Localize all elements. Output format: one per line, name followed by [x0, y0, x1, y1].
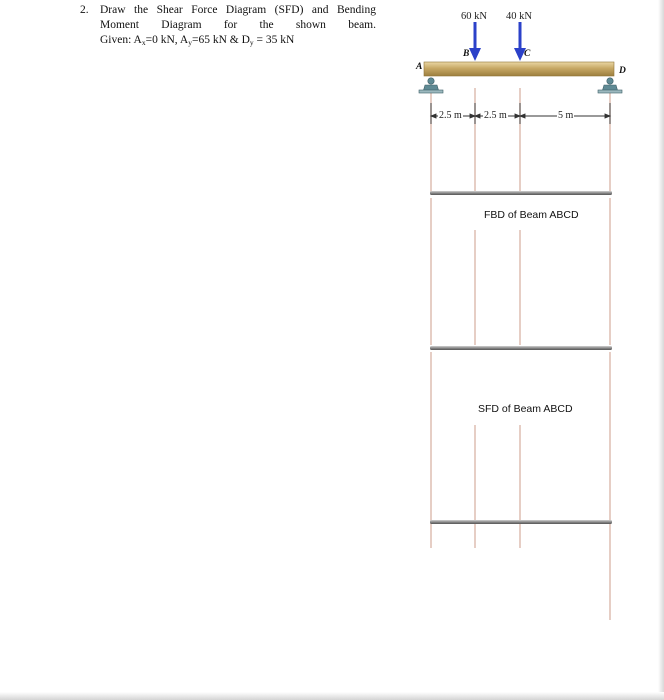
word: for — [223, 19, 238, 31]
word: Shear — [156, 4, 183, 16]
dim-arrow — [520, 114, 525, 118]
point-label-d: D — [619, 66, 626, 76]
beam — [424, 62, 614, 76]
point-label-a: A — [416, 62, 423, 72]
word: Moment — [100, 19, 139, 31]
ax-var: A — [133, 34, 142, 46]
dimension-label-cd: 5 m — [558, 110, 574, 121]
word: and — [311, 4, 329, 16]
word: beam. — [348, 19, 376, 31]
support-a-pin — [428, 78, 434, 84]
ay-var: A — [179, 34, 189, 46]
support-d — [598, 78, 622, 93]
word: the — [134, 4, 149, 16]
load-arrow-b — [469, 22, 481, 61]
ay-sub: y — [188, 38, 192, 47]
point-label-c: C — [524, 49, 531, 59]
fbd-baseline-bar — [430, 191, 612, 195]
ax-sub: x — [141, 38, 146, 47]
word: shown — [295, 19, 326, 31]
support-a — [419, 78, 443, 93]
sfd-baseline-bar — [430, 346, 612, 350]
sfd-caption: SFD of Beam ABCD — [478, 403, 573, 415]
word: Diagram — [161, 19, 202, 31]
fbd-caption: FBD of Beam ABCD — [484, 209, 579, 221]
load-label-c: 40 kN — [506, 11, 532, 22]
point-label-b: B — [463, 49, 470, 59]
dimension-label-bc: 2.5 m — [484, 110, 507, 121]
word: Draw — [100, 4, 126, 16]
word: Diagram — [225, 4, 267, 16]
dy-var: D — [241, 34, 250, 46]
dy-value: = 35 kN — [253, 34, 295, 46]
dim-arrow — [605, 114, 610, 118]
word: (SFD) — [274, 4, 304, 16]
word: Bending — [336, 4, 376, 16]
problem-number: 2. — [80, 4, 89, 16]
given-prefix: Given: — [100, 34, 134, 46]
guide-lines — [431, 88, 610, 620]
load-label-b: 60 kN — [461, 11, 487, 22]
support-d-plate — [598, 90, 622, 93]
support-d-pin — [607, 78, 613, 84]
ay-value: =65 kN & — [191, 34, 242, 46]
load-arrow-b-head — [469, 48, 481, 61]
support-a-plate — [419, 90, 443, 93]
bmd-baseline-bar — [430, 520, 612, 524]
dimension-label-ab: 2.5 m — [439, 110, 462, 121]
dim-arrow — [475, 114, 480, 118]
word: Force — [191, 4, 218, 16]
ax-value: =0 kN, — [145, 34, 180, 46]
dim-arrow — [431, 114, 436, 118]
dy-sub: y — [249, 38, 254, 47]
word: the — [259, 19, 274, 31]
